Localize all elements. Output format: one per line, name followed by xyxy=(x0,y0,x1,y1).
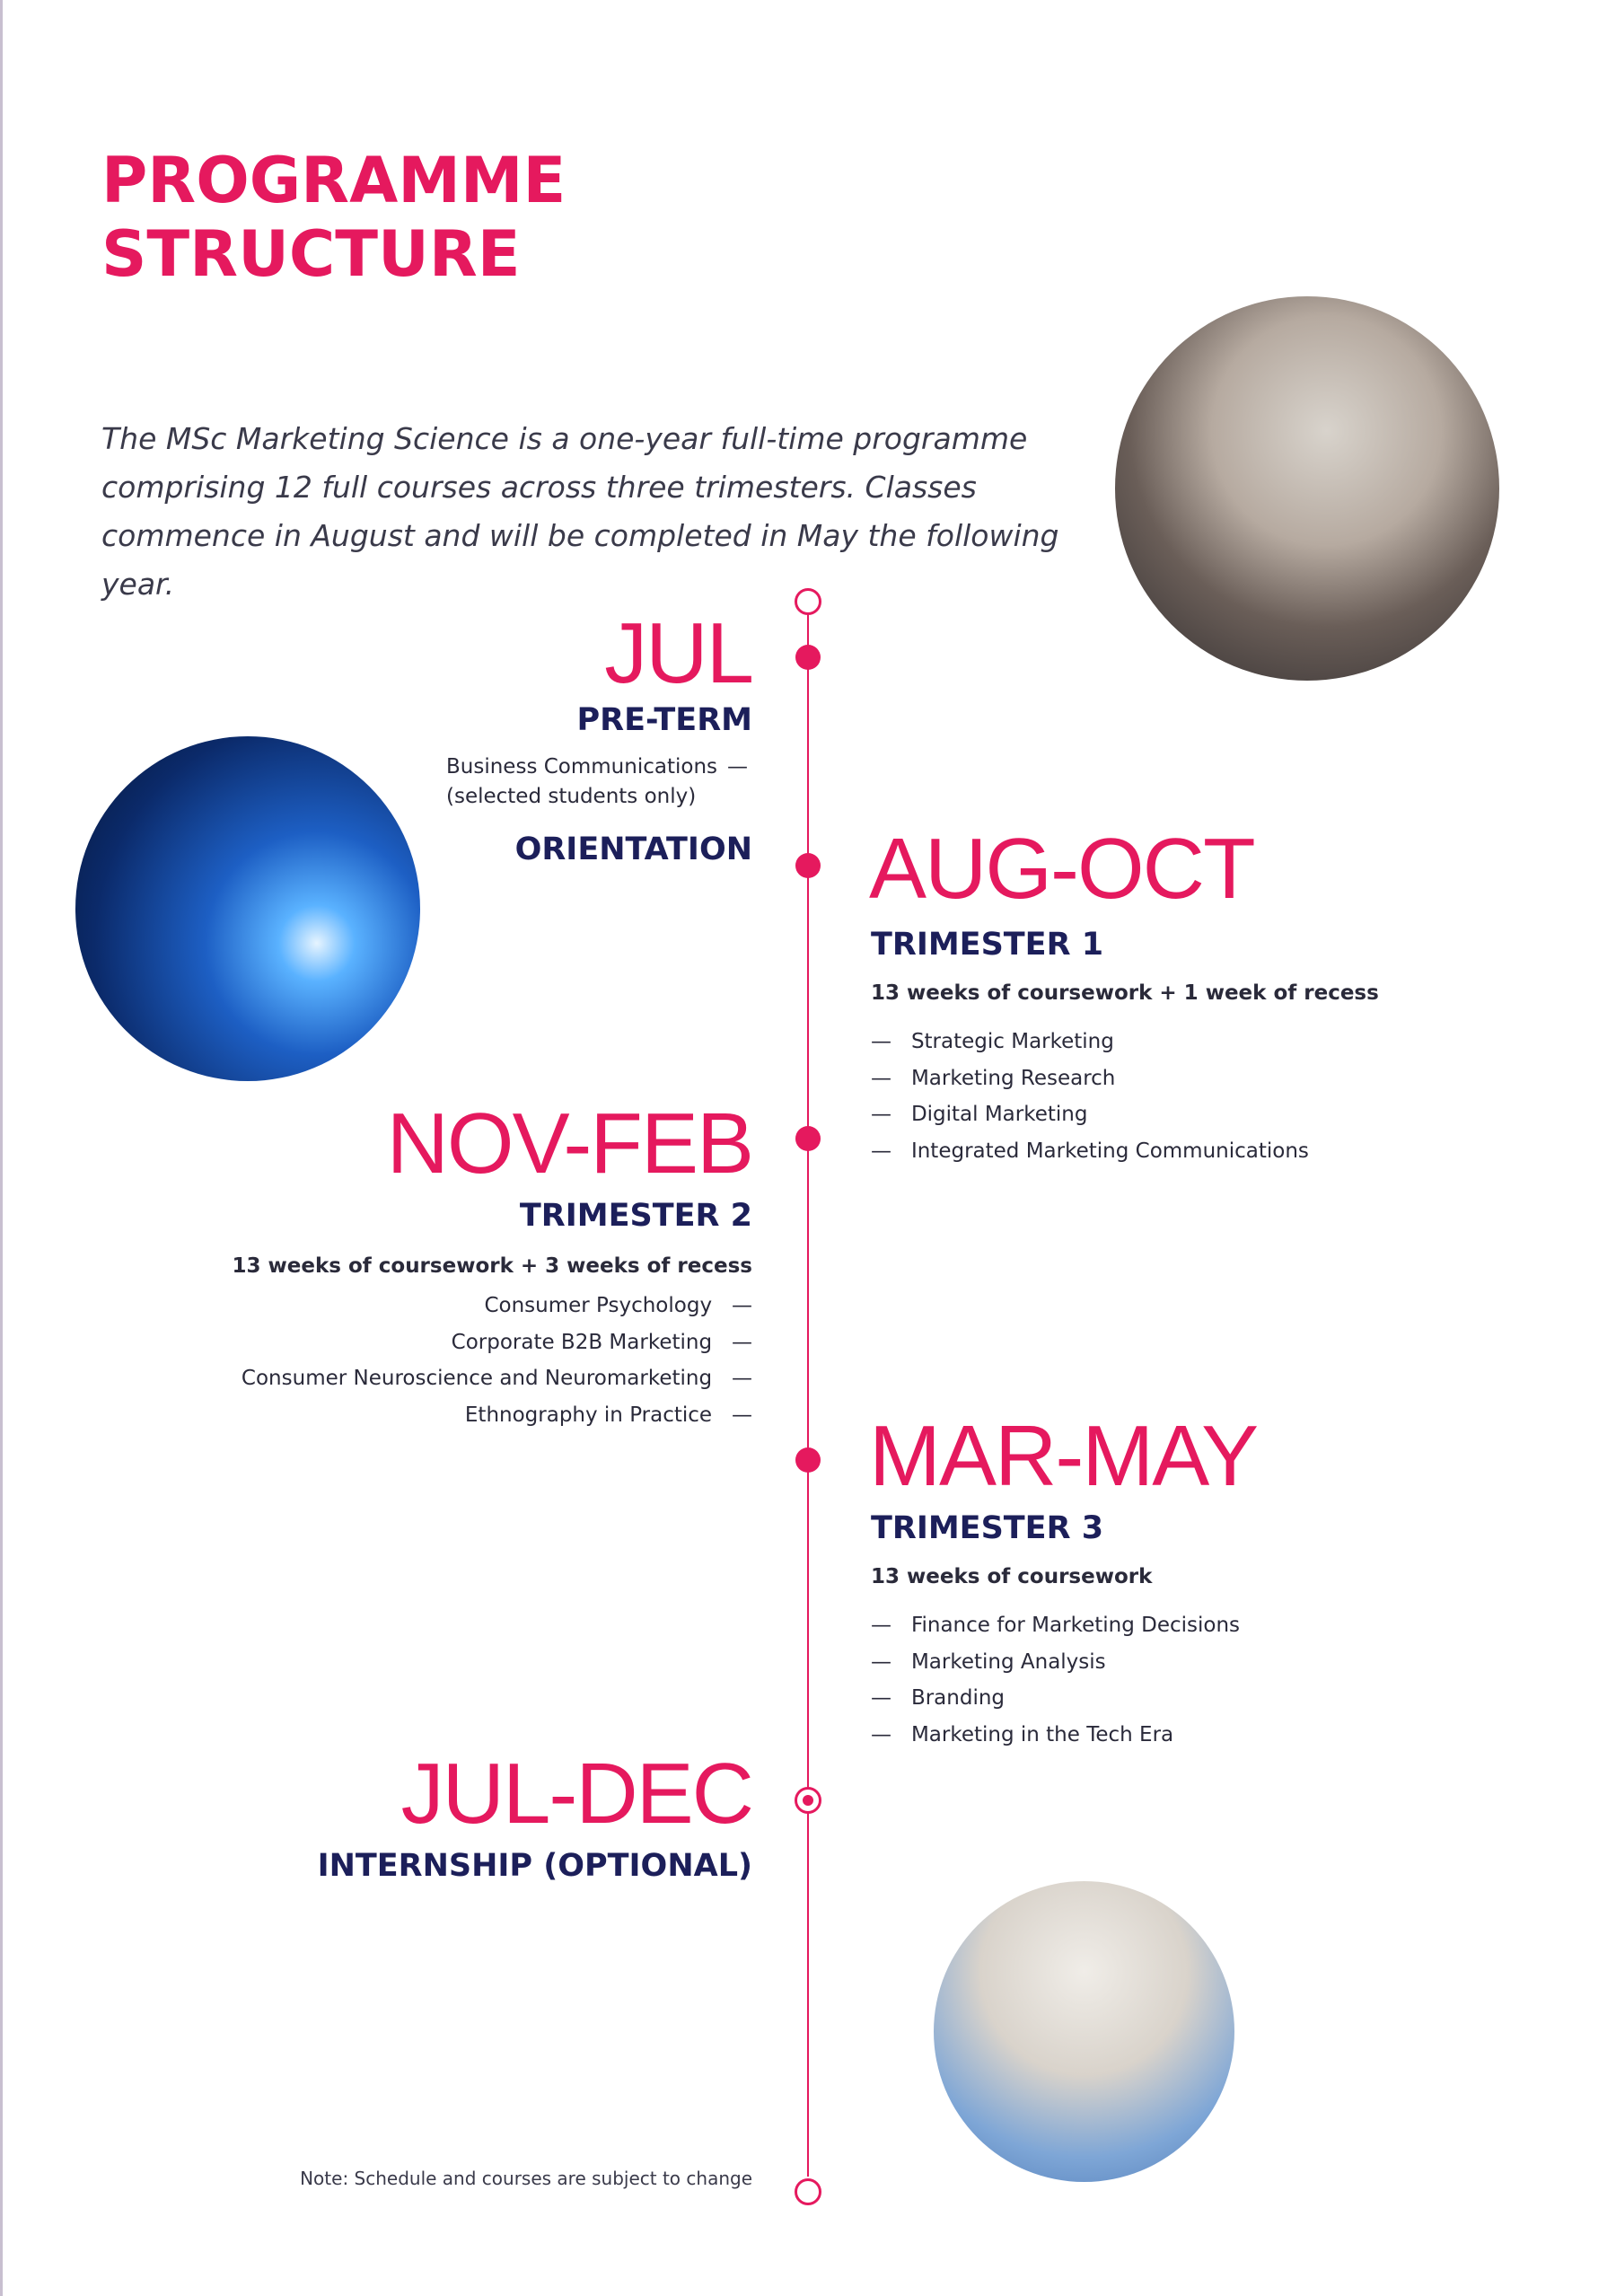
timeline-line xyxy=(807,609,809,2177)
trimester-2-courses xyxy=(242,1288,752,1433)
list-item xyxy=(242,1288,752,1324)
list-item xyxy=(242,1397,752,1434)
course-name: Strategic Marketing xyxy=(910,1030,1114,1053)
dash: — xyxy=(727,755,748,779)
term-internship: INTERNSHIP (OPTIONAL) xyxy=(317,1848,752,1884)
list-item xyxy=(242,1324,752,1361)
digital-tablet-photo xyxy=(75,736,420,1081)
list-item xyxy=(871,1607,1240,1644)
list-item: (selected students only) xyxy=(446,785,697,808)
trimester-3-courses xyxy=(871,1607,1240,1753)
course-name: Branding xyxy=(910,1686,1006,1710)
dash: — xyxy=(732,1294,752,1317)
period-mar-may: MAR-MAY xyxy=(869,1408,1258,1504)
dash: — xyxy=(871,1686,891,1710)
period-aug-oct: AUG-OCT xyxy=(869,821,1254,917)
list-item xyxy=(871,1060,1309,1097)
trimester-3-weeks: 13 weeks of coursework xyxy=(871,1565,1153,1588)
course-name: Finance for Marketing Decisions xyxy=(910,1614,1241,1637)
course-name: Business Communications xyxy=(446,755,717,779)
timeline-dot-nov-feb xyxy=(795,1126,821,1151)
timeline-dot-jul xyxy=(795,645,821,670)
list-item xyxy=(871,1133,1309,1170)
list-item xyxy=(871,1024,1309,1060)
timeline-dot-jul-dec xyxy=(795,1787,821,1814)
students-photo xyxy=(1115,296,1499,681)
timeline-start-ring xyxy=(795,588,821,615)
term-orientation: ORIENTATION xyxy=(514,831,752,867)
dash: — xyxy=(871,1614,891,1637)
course-name: Corporate B2B Marketing xyxy=(451,1330,713,1354)
course-name: Marketing Research xyxy=(910,1066,1116,1090)
student-portrait-photo xyxy=(934,1881,1234,2182)
term-trimester-1: TRIMESTER 1 xyxy=(871,927,1104,963)
course-name: Ethnography in Practice xyxy=(464,1403,713,1427)
course-name: Consumer Psychology xyxy=(484,1294,713,1317)
period-jul: JUL xyxy=(604,605,752,701)
dash: — xyxy=(732,1403,752,1427)
dash: — xyxy=(871,1066,891,1090)
term-trimester-3: TRIMESTER 3 xyxy=(871,1510,1104,1546)
term-trimester-2: TRIMESTER 2 xyxy=(519,1198,752,1234)
term-pre-term: PRE-TERM xyxy=(576,702,752,738)
pre-term-course xyxy=(446,752,748,812)
timeline-dot-mar-may xyxy=(795,1447,821,1473)
dash: — xyxy=(871,1030,891,1053)
period-jul-dec: JUL-DEC xyxy=(400,1746,752,1842)
intro-paragraph: The MSc Marketing Science is a one-year full-time programme comprising 12 full courses across three trimesters. Classes commence in August and will be completed in May the following year. xyxy=(101,421,1059,602)
course-name: Consumer Neuroscience and Neuromarketing xyxy=(241,1367,713,1390)
list-item xyxy=(871,1644,1240,1681)
list-item xyxy=(871,1717,1240,1754)
schedule-note: Note: Schedule and courses are subject to change xyxy=(300,2168,752,2189)
list-item xyxy=(871,1096,1309,1133)
course-name: Marketing in the Tech Era xyxy=(910,1722,1174,1746)
timeline-end-ring xyxy=(795,2178,821,2205)
list-item xyxy=(871,1680,1240,1717)
trimester-2-weeks: 13 weeks of coursework + 3 weeks of recess xyxy=(232,1254,752,1278)
dash: — xyxy=(871,1649,891,1674)
page-title xyxy=(101,144,566,291)
dash: — xyxy=(732,1330,752,1354)
dash: — xyxy=(871,1722,891,1746)
page-title-line1: PROGRAMME xyxy=(101,144,566,217)
trimester-1-courses xyxy=(871,1024,1309,1169)
timeline-dot-orientation xyxy=(795,853,821,878)
list-item xyxy=(446,752,748,782)
course-name: Digital Marketing xyxy=(910,1103,1088,1126)
trimester-1-weeks: 13 weeks of coursework + 1 week of recess xyxy=(871,981,1379,1005)
dash: — xyxy=(732,1367,752,1390)
period-nov-feb: NOV-FEB xyxy=(386,1095,752,1192)
course-name: Marketing Analysis xyxy=(910,1649,1106,1674)
course-name: Integrated Marketing Communications xyxy=(910,1139,1309,1163)
list-item xyxy=(242,1360,752,1397)
page-title-line2: STRUCTURE xyxy=(101,217,521,291)
dash: — xyxy=(871,1139,891,1163)
dash: — xyxy=(871,1103,891,1126)
page-edge xyxy=(0,0,3,2296)
